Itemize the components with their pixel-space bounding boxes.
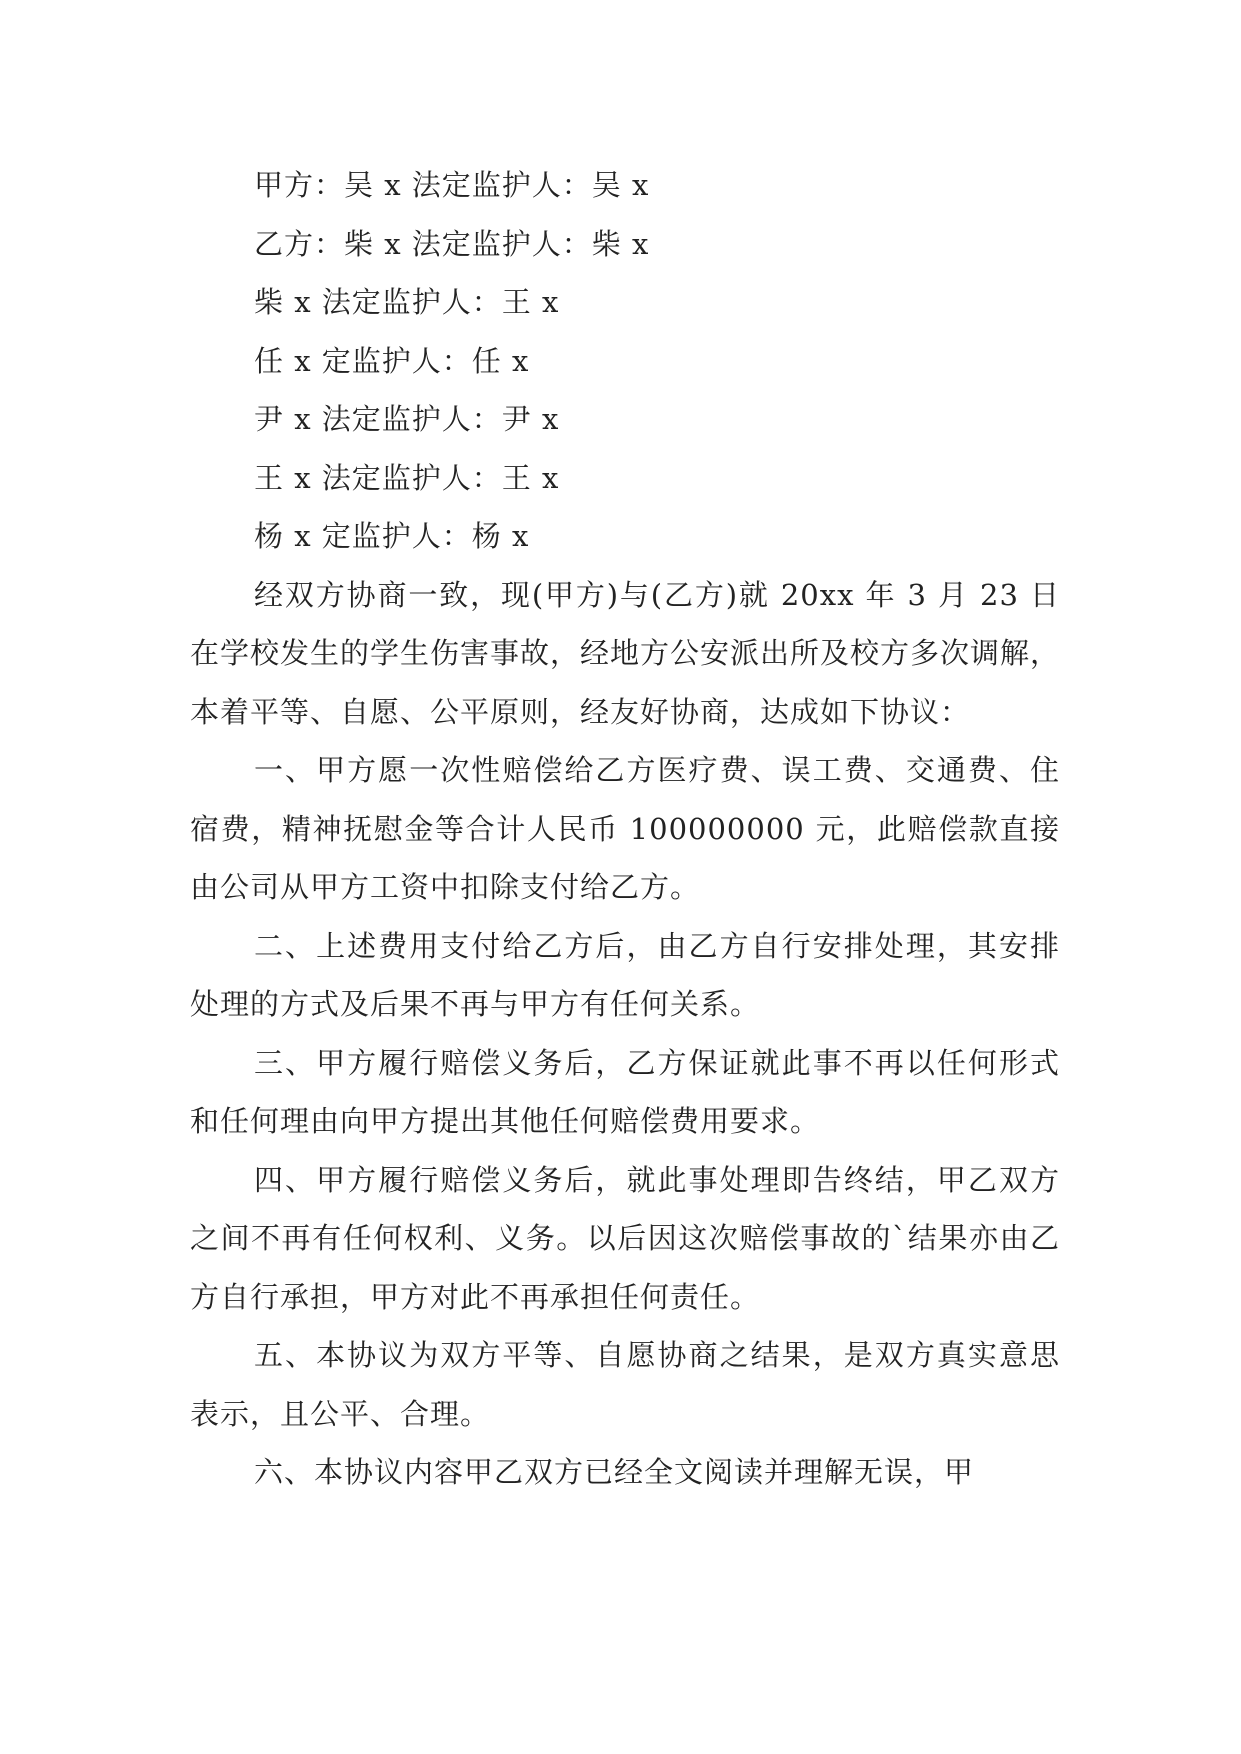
party-line: 王 x 法定监护人：王 x [254, 460, 560, 495]
clause-5: 五、本协议为双方平等、自愿协商之结果，是双方真实意思表示，且公平、合理。 [190, 1338, 1060, 1431]
party-line: 尹 x 法定监护人：尹 x [254, 402, 560, 436]
party-line: 柴 x 法定监护人：王 x [254, 285, 560, 319]
party-line: 任 x 定监护人：任 x [254, 343, 530, 378]
party-line: 甲方：吴 x 法定监护人：吴 x [254, 168, 650, 202]
party-line: 乙方：柴 x 法定监护人：柴 x [254, 226, 650, 261]
clause-3: 三、甲方履行赔偿义务后，乙方保证就此事不再以任何形式和任何理由向甲方提出其他任何赔偿费用要求。 [190, 1045, 1060, 1138]
clause-6: 六、本协议内容甲乙双方已经全文阅读并理解无误，甲 [254, 1455, 975, 1489]
party-line: 杨 x 定监护人：杨 x [254, 519, 530, 553]
agreement-body [190, 156, 1060, 1502]
clause-2: 二、上述费用支付给乙方后，由乙方自行安排处理，其安排处理的方式及后果不再与甲方有任何关系。 [190, 928, 1060, 1021]
intro-paragraph: 经双方协商一致，现(甲方)与(乙方)就 20xx 年 3 月 23 日在学校发生的学生伤害事故，经地方公安派出所及校方多次调解，本着平等、自愿、公平原则，经友好协商，达成如下协议： [190, 577, 1061, 729]
clause-1: 一、甲方愿一次性赔偿给乙方医疗费、误工费、交通费、住宿费，精神抚慰金等合计人民币 100000000 元，此赔偿款直接由公司从甲方工资中扣除支付给乙方。 [190, 753, 1060, 904]
clause-4: 四、甲方履行赔偿义务后，就此事处理即告终结，甲乙双方之间不再有任何权利、义务。以后因这次赔偿事故的`结果亦由乙方自行承担，甲方对此不再承担任何责任。 [190, 1162, 1060, 1314]
